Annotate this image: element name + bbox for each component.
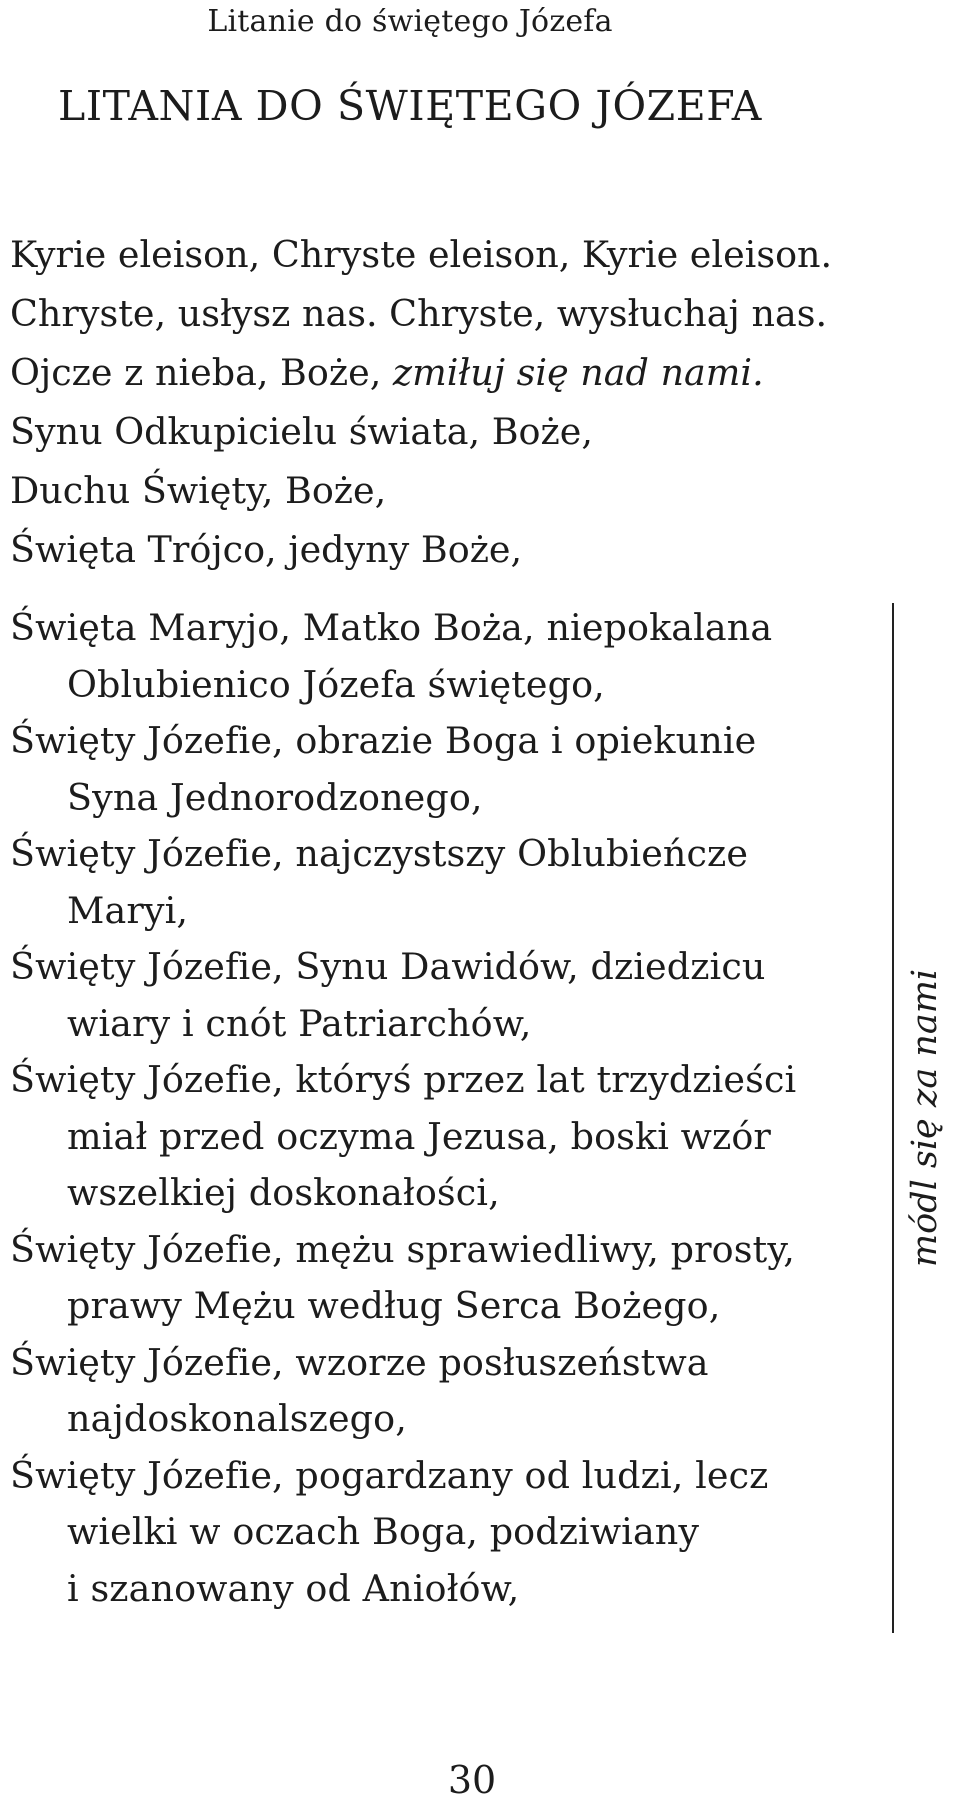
opening-line: Święta Trójco, jedyny Boże, (10, 528, 523, 571)
opening-invocations (10, 225, 910, 579)
opening-line: Synu Odkupicielu świata, Boże, (10, 410, 593, 453)
running-header: Litanie do świętego Józefa (207, 4, 613, 39)
invocation-list (10, 600, 890, 1617)
opening-response: zmiłuj się nad nami. (392, 351, 764, 394)
page-number: 30 (447, 1758, 497, 1802)
opening-line: Kyrie eleison, Chryste eleison, Kyrie eleison. (10, 233, 833, 276)
opening-line: Ojcze z nieba, Boże, zmiłuj się nad nami. (10, 351, 764, 394)
invocation: Święty Józefie, któryś przez lat trzydzieści miał przed oczyma Jezusa, boski wzór wszelkiej doskonałości, (10, 1058, 797, 1214)
invocation: Święty Józefie, wzorze posłuszeństwa najdoskonalszego, (10, 1340, 709, 1440)
invocation: Święty Józefie, obrazie Boga i opiekunie Syna Jednorodzonego, (10, 719, 757, 819)
invocation: Święty Józefie, pogardzany od ludzi, lecz wielki w oczach Boga, podziwiany i szanowany od Aniołów, (10, 1453, 769, 1610)
opening-line: Chryste, usłysz nas. Chryste, wysłuchaj nas. (10, 292, 828, 335)
invocation: Święty Józefie, mężu sprawiedliwy, prosty, prawy Mężu według Serca Bożego, (10, 1227, 795, 1327)
invocation: Święta Maryjo, Matko Boża, niepokalana Oblubienico Józefa świętego, (10, 606, 773, 706)
opening-line: Duchu Święty, Boże, (10, 469, 387, 512)
invocation: Święty Józefie, Synu Dawidów, dziedzicu wiary i cnót Patriarchów, (10, 945, 766, 1045)
invocation: Święty Józefie, najczystszy Oblubieńcze Maryi, (10, 832, 749, 932)
litany-response: módl się za nami (905, 968, 945, 1268)
page-title: LITANIA DO ŚWIĘTEGO JÓZEFA (58, 82, 762, 130)
response-bracket-rule (892, 603, 894, 1633)
